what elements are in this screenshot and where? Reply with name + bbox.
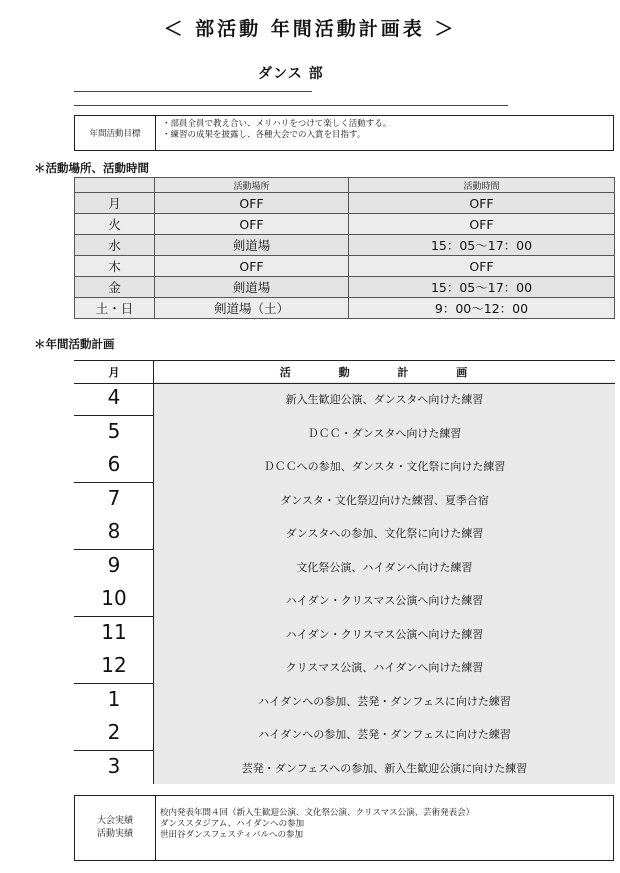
plan-month: 11 bbox=[101, 620, 127, 644]
plan-row bbox=[74, 717, 615, 750]
achievements-label bbox=[75, 796, 156, 860]
plan-month: 2 bbox=[107, 720, 121, 744]
schedule-place: OFF bbox=[155, 256, 349, 277]
plan-header bbox=[74, 360, 615, 384]
plan-row bbox=[74, 416, 615, 449]
plan-row bbox=[74, 684, 615, 717]
plan-activity: ハイダンへの参加、芸発・ダンフェスに向けた練習 bbox=[258, 728, 511, 741]
schedule-day: 水 bbox=[75, 235, 155, 256]
schedule-table bbox=[74, 177, 615, 319]
schedule-row bbox=[75, 277, 615, 298]
plan-month: 7 bbox=[107, 486, 121, 510]
schedule-time: 15：05～17：00 bbox=[349, 277, 615, 298]
underline-1 bbox=[74, 91, 312, 92]
schedule-day: 土・日 bbox=[75, 298, 155, 319]
plan-month: 10 bbox=[101, 586, 127, 610]
plan-month: 12 bbox=[101, 653, 127, 677]
goal-line: ・練習の成果を披露し、各種大会での入賞を目指す。 bbox=[162, 130, 366, 140]
plan-row bbox=[74, 650, 615, 683]
plan-row bbox=[74, 483, 615, 516]
plan-row bbox=[74, 583, 615, 616]
page-title: ＜ 部活動 年間活動計画表 ＞ bbox=[163, 18, 457, 40]
schedule-time: 9：00～12：00 bbox=[349, 298, 615, 319]
schedule-time: OFF bbox=[349, 256, 615, 277]
plan-month: 1 bbox=[107, 687, 121, 711]
achievement-line: 校内発表年間４回（新入生歓迎公演、文化祭公演、クリスマス公演、芸術発表会） bbox=[160, 808, 475, 818]
plan-activity: 文化祭公演、ハイダンへ向けた練習 bbox=[296, 561, 473, 574]
schedule-row bbox=[75, 235, 615, 256]
schedule-time: 15：05～17：00 bbox=[349, 235, 615, 256]
schedule-place: 剣道場 bbox=[155, 235, 349, 256]
schedule-row bbox=[75, 193, 615, 214]
plan-month: 8 bbox=[107, 519, 121, 543]
underline-2 bbox=[74, 105, 508, 106]
schedule-header-place: 活動場所 bbox=[155, 178, 349, 193]
schedule-place: 剣道場（土） bbox=[155, 298, 349, 319]
achievements-box bbox=[74, 795, 614, 861]
schedule-row bbox=[75, 298, 615, 319]
plan-row bbox=[74, 550, 615, 583]
plan-activity: 芸発・ダンフェスへの参加、新入生歓迎公演に向けた練習 bbox=[241, 762, 528, 775]
schedule-day: 木 bbox=[75, 256, 155, 277]
schedule-place: OFF bbox=[155, 214, 349, 235]
plan-activity: ダンスタへの参加、文化祭に向けた練習 bbox=[285, 527, 484, 540]
plan-activity: クリスマス公演、ハイダンへ向けた練習 bbox=[285, 661, 484, 674]
schedule-place: OFF bbox=[155, 193, 349, 214]
plan-header-activity: 活 動 計 画 bbox=[154, 364, 615, 380]
schedule-time: OFF bbox=[349, 214, 615, 235]
plan-row bbox=[74, 617, 615, 650]
plan-activity: ハイダン・クリスマス公演へ向けた練習 bbox=[285, 628, 484, 641]
plan-row bbox=[74, 516, 615, 549]
schedule-row bbox=[75, 256, 615, 277]
schedule-header-day bbox=[75, 178, 155, 193]
plan-month: 4 bbox=[107, 385, 121, 409]
plan-month: 9 bbox=[107, 553, 121, 577]
plan-row bbox=[74, 449, 615, 482]
plan-month: 6 bbox=[107, 452, 121, 476]
annual-plan-table bbox=[74, 360, 615, 784]
annual-goal-label: 年間活動目標 bbox=[75, 116, 156, 150]
annual-goal-box bbox=[74, 115, 614, 151]
plan-header-month: 月 bbox=[108, 366, 120, 379]
achievement-line: ダンススタジアム、ハイダンへの参加 bbox=[160, 819, 305, 829]
schedule-day: 金 bbox=[75, 277, 155, 298]
plan-activity: 新入生歓迎公演、ダンスタへ向けた練習 bbox=[285, 393, 484, 406]
achievement-line: 世田谷ダンスフェスティバルへの参加 bbox=[160, 830, 304, 840]
plan-activity: ＤＣＣへの参加、ダンスタ・文化祭に向けた練習 bbox=[263, 460, 506, 473]
plan-activity: ＤＣＣ・ダンスタへ向けた練習 bbox=[307, 427, 462, 440]
annual-goal-text bbox=[156, 116, 613, 150]
plan-row bbox=[74, 751, 615, 784]
achievements-text bbox=[156, 796, 613, 860]
achievements-label-1: 大会実績 bbox=[96, 816, 133, 826]
achievements-label-2: 活動実績 bbox=[96, 829, 133, 839]
schedule-section-title: ＊活動場所、活動時間 bbox=[34, 161, 149, 175]
club-name: ダンス 部 bbox=[258, 66, 324, 82]
plan-month: 5 bbox=[107, 419, 121, 443]
plan-month: 3 bbox=[107, 754, 121, 778]
plan-row bbox=[74, 382, 615, 415]
plan-activity: ハイダンへの参加、芸発・ダンフェスに向けた練習 bbox=[258, 695, 511, 708]
schedule-place: 剣道場 bbox=[155, 277, 349, 298]
schedule-time: OFF bbox=[349, 193, 615, 214]
schedule-row bbox=[75, 214, 615, 235]
plan-activity: ハイダン・クリスマス公演へ向けた練習 bbox=[285, 594, 484, 607]
schedule-header-row bbox=[75, 178, 615, 193]
plan-section-title: ＊年間活動計画 bbox=[34, 337, 115, 351]
schedule-day: 火 bbox=[75, 214, 155, 235]
plan-activity: ダンスタ・文化祭辺向けた練習、夏季合宿 bbox=[280, 494, 489, 507]
goal-line: ・部員全員で教え合い、メリハリをつけて楽しく活動する。 bbox=[162, 119, 392, 129]
schedule-header-time: 活動時間 bbox=[349, 178, 615, 193]
schedule-day: 月 bbox=[75, 193, 155, 214]
